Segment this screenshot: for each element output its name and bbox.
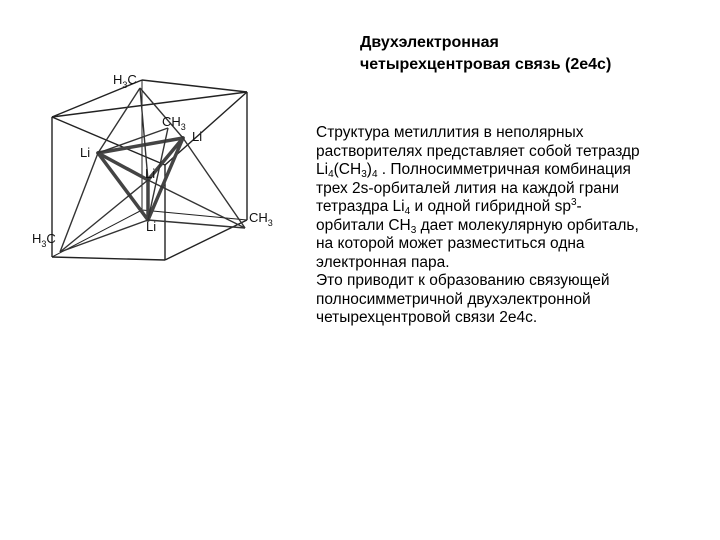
slide-title-line: четырехцентровая связь (2е4с) bbox=[360, 56, 612, 73]
li-li-bond bbox=[98, 153, 148, 180]
body-line-formula: $Li_4(CH_3)_4$ . Полносимметричная комбинация bbox=[316, 161, 631, 180]
cube-edge bbox=[165, 220, 247, 260]
c-li-bond bbox=[98, 88, 140, 153]
methyllithium-structure-diagram bbox=[0, 20, 300, 280]
c-li-bond bbox=[60, 220, 148, 252]
slide-title bbox=[360, 32, 690, 76]
body-line: растворителях представляет собой тетраздр bbox=[316, 142, 640, 160]
body-line-formula: орбитали $CH_3$ дает молекулярную орбиталь, bbox=[316, 216, 639, 236]
label-li-center: Li bbox=[145, 166, 156, 181]
body-line: Это приводит к образованию связующей bbox=[316, 272, 610, 289]
cube-edge bbox=[52, 257, 165, 260]
body-line: полносимметричной двухэлектронной bbox=[316, 290, 591, 308]
body-line: четырехцентровой связи 2е4с. bbox=[316, 309, 538, 326]
body-line: Структура метиллития в неполярных bbox=[316, 124, 584, 141]
body-line: электронная пара. bbox=[316, 253, 450, 271]
slide-body bbox=[316, 124, 712, 328]
label-ch3-mid: $CH_3$ bbox=[162, 114, 186, 132]
cube-edge bbox=[142, 80, 247, 92]
label-h3c-top: $H_3C$ bbox=[113, 72, 137, 90]
label-h3c-bottom: $H_3C$ bbox=[32, 231, 56, 249]
body-line: трех 2s-орбиталей лития на каждой грани bbox=[316, 179, 620, 197]
label-li-bottom: Li bbox=[146, 219, 157, 234]
li-li-bonds bbox=[98, 138, 183, 220]
label-ch3-right: $CH_3$ bbox=[249, 210, 273, 228]
label-li-left: Li bbox=[80, 145, 91, 160]
cube-edge-hidden bbox=[142, 210, 247, 220]
body-line-formula: тетраздра $Li_4$ и одной гибридной $sp^3-$ bbox=[316, 197, 582, 217]
body-line: на которой может разместиться одна bbox=[316, 235, 585, 252]
label-li-right: Li bbox=[192, 129, 203, 144]
slide-title-line: Двухэлектронная bbox=[360, 34, 499, 51]
